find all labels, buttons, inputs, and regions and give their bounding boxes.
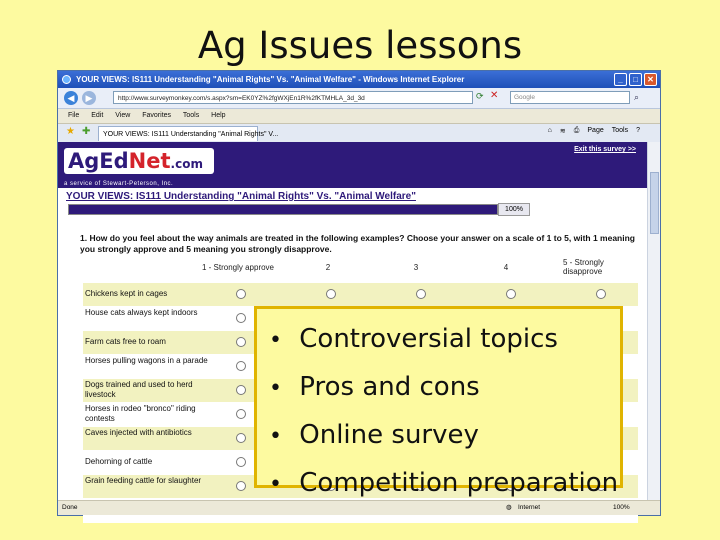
bullet-item: • Online survey	[269, 412, 618, 460]
scale-label-3: 3	[413, 263, 419, 272]
table-row	[83, 283, 638, 307]
menu-help[interactable]: Help	[211, 112, 226, 119]
scroll-thumb[interactable]	[650, 172, 659, 234]
row-label: Horses in rodeo "bronco" riding contests	[85, 404, 196, 423]
menu-edit[interactable]: Edit	[91, 112, 104, 119]
add-favorite-icon[interactable]: ✚	[82, 126, 91, 137]
menu-view[interactable]: View	[115, 112, 131, 119]
row-label: Chickens kept in cages	[85, 289, 168, 298]
vertical-scrollbar[interactable]	[647, 142, 660, 502]
scale-label-5: 5 - Strongly disapprove	[563, 258, 604, 276]
row-label: Grain feeding cattle for slaughter	[85, 476, 202, 485]
print-icon[interactable]: ⎙	[573, 127, 580, 134]
menu-favorites[interactable]: Favorites	[142, 112, 172, 119]
scale-label-2: 2	[325, 263, 331, 272]
address-bar-row	[58, 88, 660, 109]
progress-bar	[68, 204, 498, 215]
maximize-button[interactable]: □	[629, 73, 642, 86]
radio-option-1[interactable]	[236, 481, 246, 491]
scale-label-4: 4	[503, 263, 509, 272]
stop-icon[interactable]: ✕	[490, 90, 499, 101]
slide-title: Ag Issues lessons	[197, 24, 523, 67]
zoom-level[interactable]: 100%	[613, 504, 630, 511]
radio-option-1[interactable]	[236, 409, 246, 419]
search-input[interactable]: Google	[510, 91, 630, 104]
radio-option-2[interactable]	[326, 289, 336, 299]
radio-option-1[interactable]	[236, 361, 246, 371]
tab-survey[interactable]: YOUR VIEWS: IS111 Understanding "Animal Rights" V...	[98, 126, 258, 141]
exit-survey-link[interactable]: Exit this survey >>	[574, 146, 636, 153]
close-button[interactable]: ✕	[644, 73, 657, 86]
refresh-icon[interactable]: ⟳	[476, 91, 484, 101]
menu-bar	[58, 109, 660, 124]
radio-option-1[interactable]	[236, 385, 246, 395]
radio-option-5[interactable]	[596, 289, 606, 299]
bullet-dot-icon: •	[269, 328, 282, 353]
bullet-item: • Competition preparation	[269, 460, 618, 508]
bullet-dot-icon: •	[269, 472, 282, 497]
window-titlebar	[58, 71, 660, 88]
row-label: House cats always kept indoors	[85, 308, 198, 317]
bullet-box	[254, 306, 623, 498]
radio-option-1[interactable]	[236, 433, 246, 443]
forward-button[interactable]: ▶	[82, 91, 96, 105]
ie-icon	[62, 75, 71, 84]
radio-option-1[interactable]	[236, 337, 246, 347]
tools-menu[interactable]: Tools	[611, 127, 629, 134]
radio-option-1[interactable]	[236, 313, 246, 323]
tagline: a service of Stewart-Peterson, Inc.	[58, 180, 648, 188]
question-text: 1. How do you feel about the way animals are treated in the following examples? Choose your answer on a scale of 1 to 5, with 1 meaning you strongly approve and 5 meaning you strongly disapprove.	[80, 233, 635, 254]
menu-tools[interactable]: Tools	[182, 112, 200, 119]
menu-file[interactable]: File	[68, 112, 80, 119]
radio-option-4[interactable]	[506, 289, 516, 299]
bullet-item: • Pros and cons	[269, 364, 618, 412]
scale-label-1: 1 - Strongly approve	[201, 263, 275, 272]
globe-icon: ◍	[506, 504, 512, 511]
feeds-icon[interactable]: ≋	[559, 128, 566, 135]
help-icon[interactable]: ?	[636, 127, 640, 134]
progress-percent: 100%	[498, 203, 530, 216]
site-banner	[58, 142, 648, 180]
window-title: YOUR VIEWS: IS111 Understanding "Animal Rights" Vs. "Animal Welfare" - Windows Internet Explorer	[76, 75, 465, 84]
favorites-star-icon[interactable]: ★	[66, 126, 75, 137]
minimize-button[interactable]: _	[614, 73, 627, 86]
search-icon[interactable]: ⌕	[634, 92, 640, 102]
zone-label: Internet	[518, 504, 541, 511]
row-label: Dogs trained and used to herd livestock	[85, 380, 193, 399]
radio-option-3[interactable]	[416, 289, 426, 299]
bullet-dot-icon: •	[269, 376, 282, 401]
bullet-item: • Controversial topics	[269, 316, 618, 364]
radio-option-1[interactable]	[236, 289, 246, 299]
row-label: Caves injected with antibiotics	[85, 428, 192, 437]
radio-option-1[interactable]	[236, 457, 246, 467]
bullet-dot-icon: •	[269, 424, 282, 449]
tab-bar	[58, 124, 660, 144]
survey-title: YOUR VIEWS: IS111 Understanding "Animal Rights" Vs. "Animal Welfare"	[66, 191, 416, 202]
row-label: Farm cats free to roam	[85, 337, 166, 346]
row-label: Dehorning of cattle	[85, 457, 153, 466]
row-label: Horses pulling wagons in a parade	[85, 356, 208, 365]
back-button[interactable]: ◀	[64, 91, 78, 105]
address-input[interactable]: http://www.surveymonkey.com/s.aspx?sm=EK0YZ%2fgWXjEn1R%2fKTMHLA_3d_3d	[113, 91, 473, 104]
bullet-list	[269, 316, 618, 508]
agednet-logo[interactable]: AgEdNet.com	[64, 148, 214, 174]
status-text: Done	[62, 504, 78, 511]
home-icon[interactable]: ⌂	[547, 127, 552, 134]
page-menu[interactable]: Page	[587, 127, 604, 134]
